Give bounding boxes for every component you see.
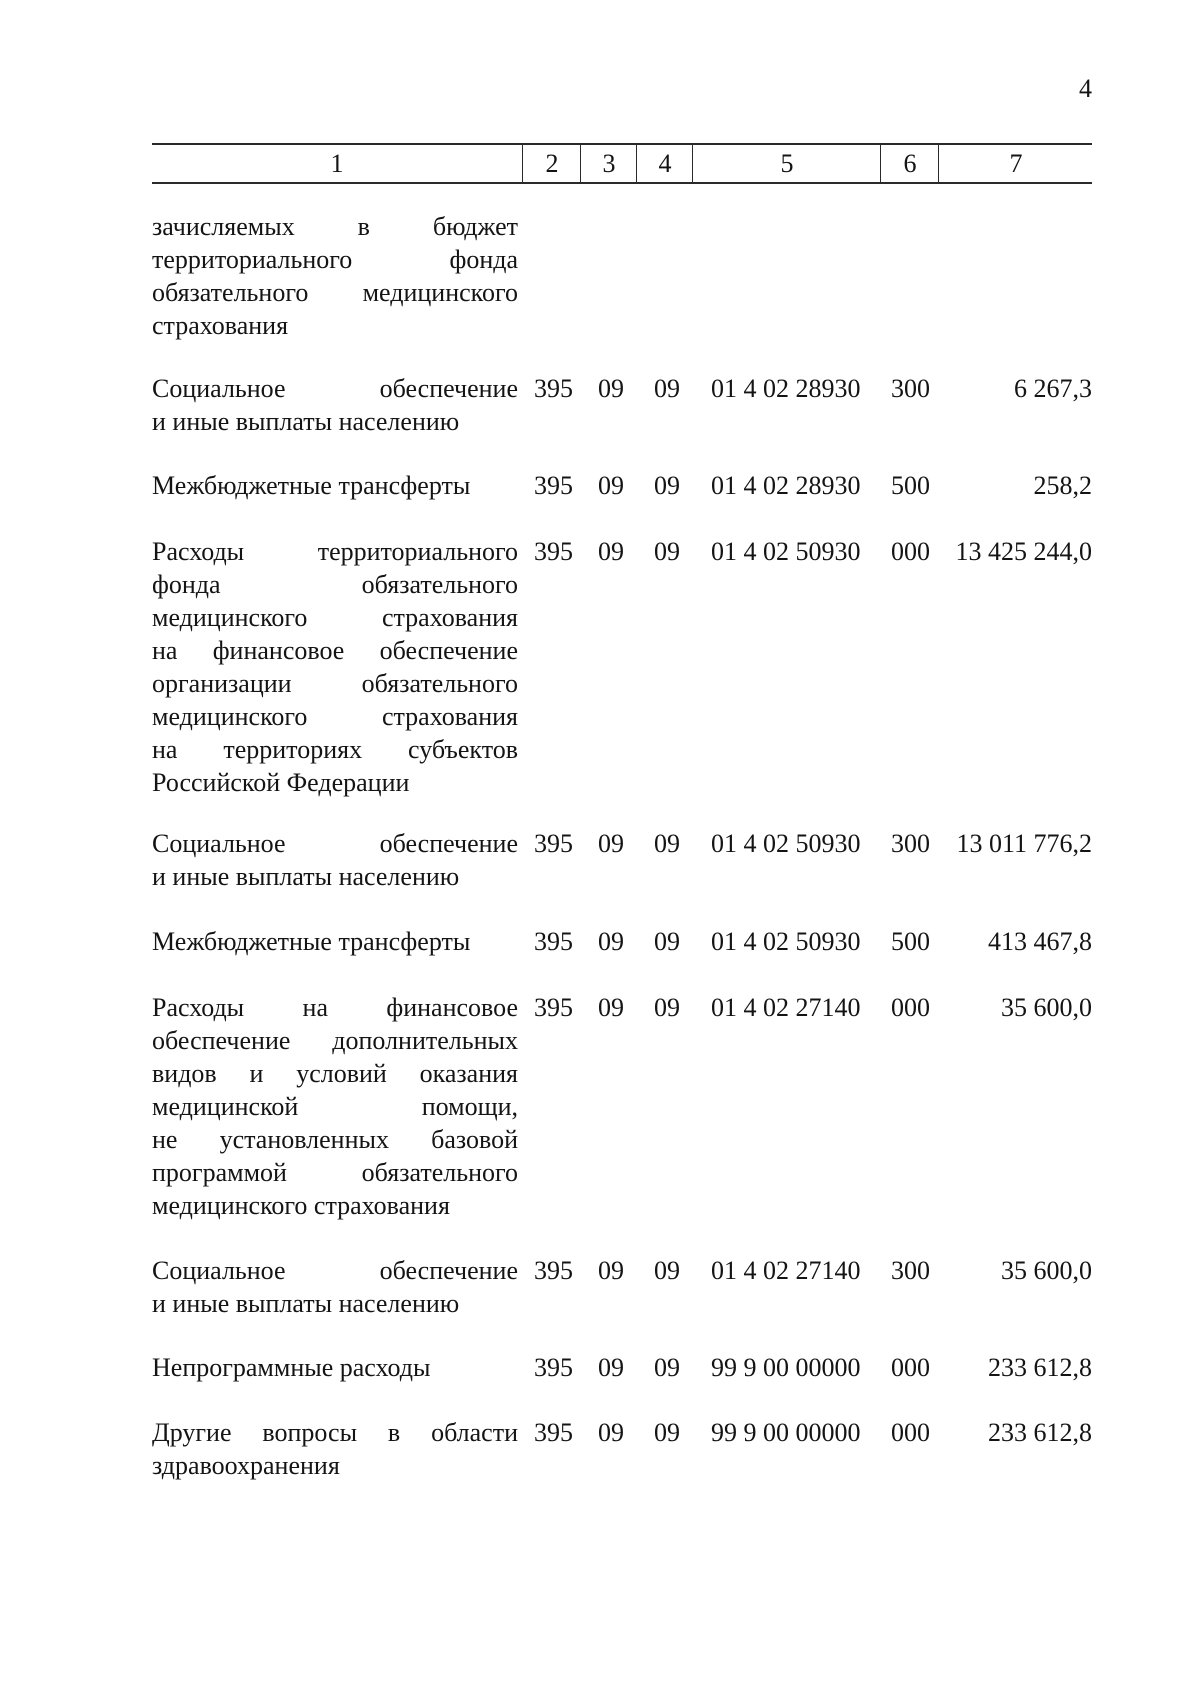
row-name-line: медицинского страхования: [152, 603, 518, 632]
subsection-code: 09: [654, 1353, 680, 1382]
row-name: [152, 210, 518, 342]
amount-value: 258,2: [1033, 471, 1092, 500]
section-code: 09: [598, 1418, 624, 1447]
amount-value: 35 600,0: [1001, 1256, 1092, 1285]
row-name: [152, 469, 518, 502]
row-name: [152, 1416, 518, 1482]
amount-value: 13 425 244,0: [955, 537, 1092, 566]
subsection-code: 09: [654, 1418, 680, 1447]
row-name: [152, 991, 518, 1222]
target-article-code: 01 4 02 28930: [711, 374, 861, 403]
row-name-line: и иные выплаты населению: [152, 1289, 460, 1318]
section-code: 09: [598, 1256, 624, 1285]
target-article-code: 01 4 02 28930: [711, 471, 861, 500]
column-header-4: 4: [636, 145, 693, 182]
subsection-code: 09: [654, 829, 680, 858]
row-name-line: не установленных базовой: [152, 1125, 518, 1154]
target-article-code: 01 4 02 50930: [711, 927, 861, 956]
row-name-line: видов и условий оказания: [152, 1059, 518, 1088]
grbs-code: 395: [534, 1418, 573, 1447]
target-article-code: 99 9 00 00000: [711, 1353, 861, 1382]
grbs-code: 395: [534, 537, 573, 566]
row-name-line: здравоохранения: [152, 1451, 340, 1480]
row-name-line: Межбюджетные трансферты: [152, 471, 471, 500]
grbs-code: 395: [534, 1256, 573, 1285]
row-name-line: Другие вопросы в области: [152, 1418, 518, 1447]
amount-value: 233 612,8: [988, 1353, 1092, 1382]
expense-type-code: 300: [891, 1256, 930, 1285]
target-article-code: 01 4 02 50930: [711, 829, 861, 858]
row-name: [152, 925, 518, 958]
section-code: 09: [598, 537, 624, 566]
expense-type-code: 300: [891, 374, 930, 403]
grbs-code: 395: [534, 829, 573, 858]
grbs-code: 395: [534, 1353, 573, 1382]
row-name: [152, 1254, 518, 1320]
column-header-7: 7: [938, 145, 1093, 182]
subsection-code: 09: [654, 374, 680, 403]
row-name: [152, 827, 518, 893]
column-header-2: 2: [522, 145, 581, 182]
row-name-line: Межбюджетные трансферты: [152, 927, 471, 956]
subsection-code: 09: [654, 1256, 680, 1285]
expense-type-code: 000: [891, 993, 930, 1022]
row-name-line: Социальное обеспечение: [152, 829, 518, 858]
row-name: [152, 1351, 518, 1384]
row-name-line: Расходы на финансовое: [152, 993, 518, 1022]
expense-type-code: 500: [891, 927, 930, 956]
row-name-line: программой обязательного: [152, 1158, 518, 1187]
row-name-line: зачисляемых в бюджет: [152, 212, 518, 241]
row-name-line: страхования: [152, 311, 289, 340]
row-name-line: медицинского страхования: [152, 1191, 450, 1220]
row-name-line: обеспечение дополнительных: [152, 1026, 518, 1055]
page-number: 4: [1079, 74, 1092, 103]
subsection-code: 09: [654, 927, 680, 956]
target-article-code: 01 4 02 27140: [711, 993, 861, 1022]
amount-value: 413 467,8: [988, 927, 1092, 956]
target-article-code: 01 4 02 50930: [711, 537, 861, 566]
row-name-line: медицинского страхования: [152, 702, 518, 731]
column-header-1: 1: [330, 149, 344, 178]
row-name-line: на территориях субъектов: [152, 735, 518, 764]
row-name-line: медицинской помощи,: [152, 1092, 518, 1121]
section-code: 09: [598, 471, 624, 500]
target-article-code: 01 4 02 27140: [711, 1256, 861, 1285]
row-name-line: Социальное обеспечение: [152, 374, 518, 403]
grbs-code: 395: [534, 374, 573, 403]
amount-value: 6 267,3: [1014, 374, 1092, 403]
column-header-5: 5: [692, 145, 881, 182]
column-header-3: 3: [580, 145, 637, 182]
section-code: 09: [598, 829, 624, 858]
row-name: [152, 535, 518, 799]
row-name-line: и иные выплаты населению: [152, 407, 460, 436]
expense-type-code: 000: [891, 1353, 930, 1382]
section-code: 09: [598, 1353, 624, 1382]
row-name-line: на финансовое обеспечение: [152, 636, 518, 665]
row-name-line: и иные выплаты населению: [152, 862, 460, 891]
amount-value: 13 011 776,2: [956, 829, 1092, 858]
expense-type-code: 500: [891, 471, 930, 500]
row-name-line: Непрограммные расходы: [152, 1353, 431, 1382]
row-name-line: территориального фонда: [152, 245, 518, 274]
subsection-code: 09: [654, 471, 680, 500]
expense-type-code: 000: [891, 537, 930, 566]
row-name-line: Российской Федерации: [152, 768, 410, 797]
column-header-6: 6: [880, 145, 939, 182]
subsection-code: 09: [654, 993, 680, 1022]
row-name-line: обязательного медицинского: [152, 278, 518, 307]
target-article-code: 99 9 00 00000: [711, 1418, 861, 1447]
subsection-code: 09: [654, 537, 680, 566]
amount-value: 35 600,0: [1001, 993, 1092, 1022]
section-code: 09: [598, 374, 624, 403]
column-header-row: [152, 143, 1092, 184]
row-name-line: фонда обязательного: [152, 570, 518, 599]
section-code: 09: [598, 927, 624, 956]
row-name-line: организации обязательного: [152, 669, 518, 698]
grbs-code: 395: [534, 993, 573, 1022]
expense-type-code: 000: [891, 1418, 930, 1447]
grbs-code: 395: [534, 471, 573, 500]
amount-value: 233 612,8: [988, 1418, 1092, 1447]
grbs-code: 395: [534, 927, 573, 956]
row-name: [152, 372, 518, 438]
row-name-line: Расходы территориального: [152, 537, 518, 566]
row-name-line: Социальное обеспечение: [152, 1256, 518, 1285]
expense-type-code: 300: [891, 829, 930, 858]
section-code: 09: [598, 993, 624, 1022]
